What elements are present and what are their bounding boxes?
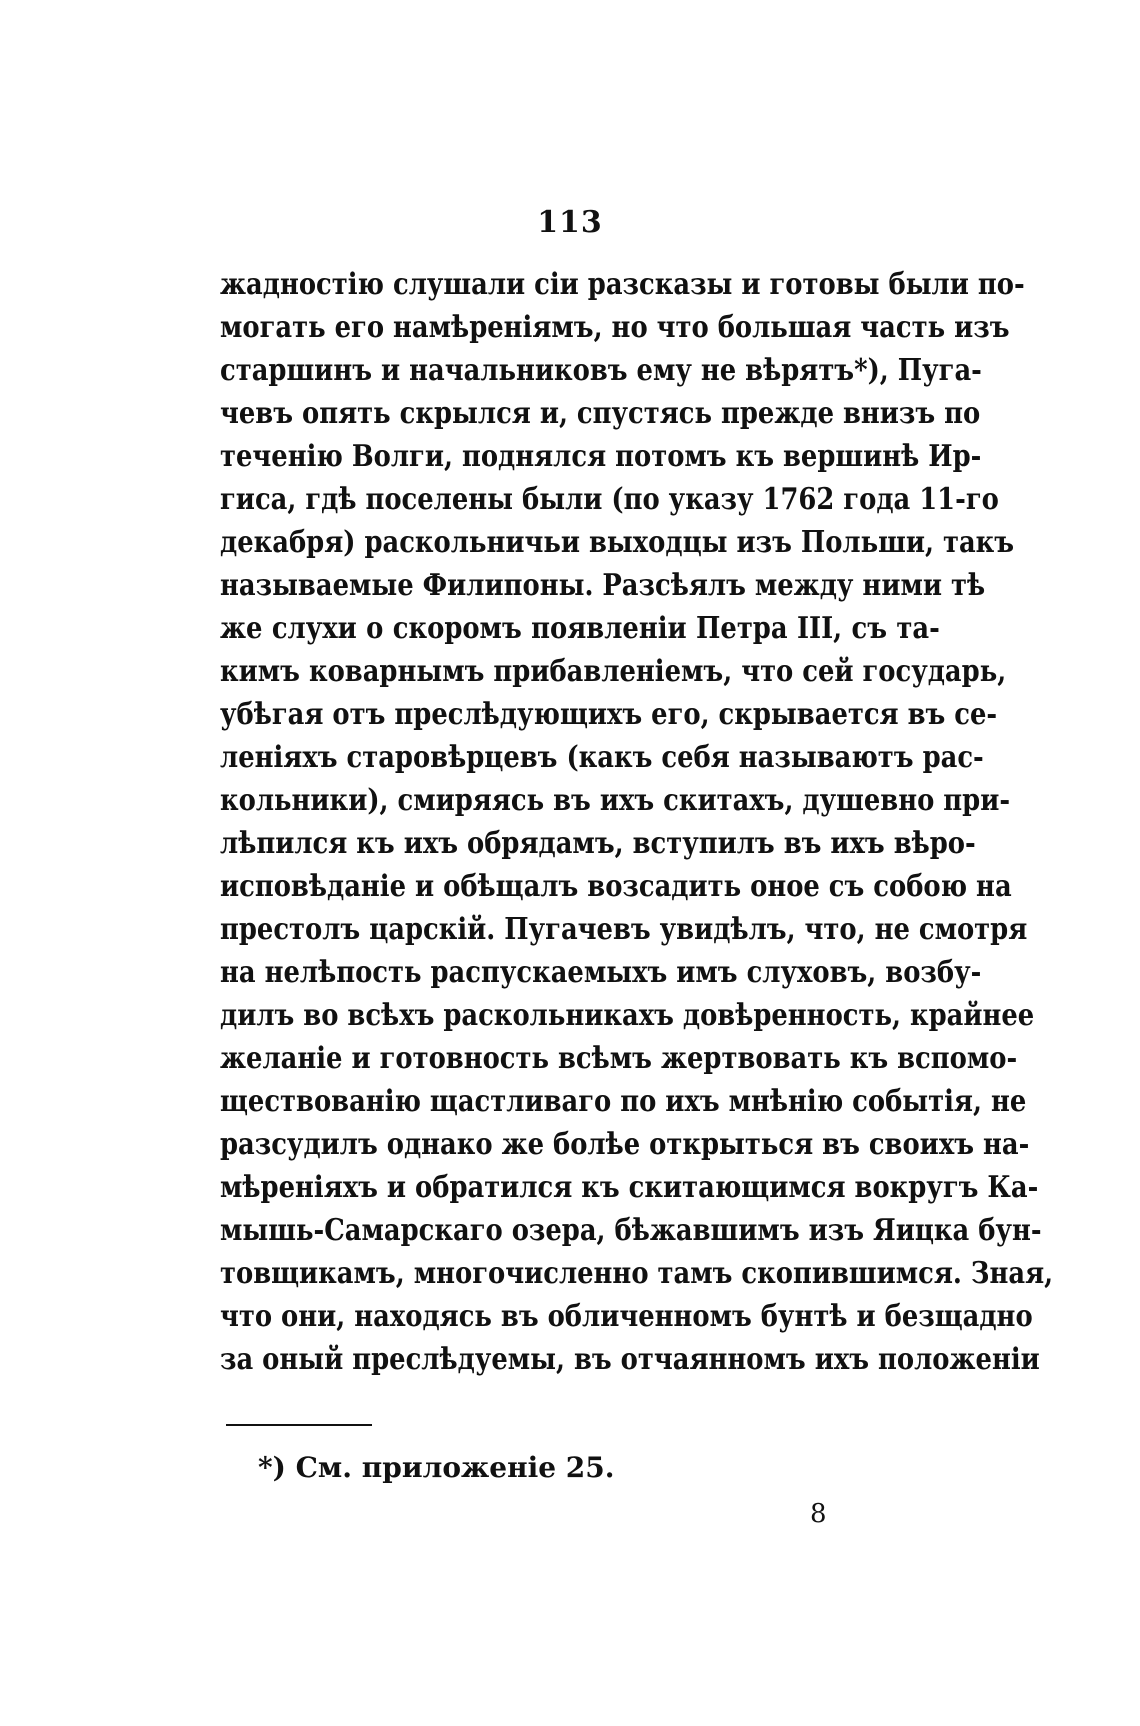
text-line: теченію Волги, поднялся потомъ къ вершинѣ Ир- [220, 439, 982, 474]
text-line: могать его намѣреніямъ, но что большая часть изъ [220, 310, 1010, 345]
text-line: товщикамъ, многочисленно тамъ скопившимся. Зная, [220, 1256, 1054, 1291]
text-line: за оный преслѣдуемы, въ отчаянномъ ихъ положеніи [220, 1342, 1040, 1377]
text-line: что они, находясь въ обличенномъ бунтѣ и безщадно [220, 1299, 1033, 1334]
page-number: 113 [537, 205, 603, 240]
text-line: престолъ царскій. Пугачевъ увидѣлъ, что, не смотря [220, 912, 1028, 947]
text-line: разсудилъ однако же болѣе открыться въ своихъ на- [220, 1127, 1030, 1162]
body-text [220, 263, 1054, 1381]
text-line: же слухи о скоромъ появленіи Петра III, съ та- [220, 611, 940, 646]
text-line: чевъ опять скрылся и, спустясь прежде внизъ по [220, 396, 981, 431]
text-line: мышь-Самарскаго озера, бѣжавшимъ изъ Яицка бун- [220, 1213, 1042, 1248]
text-line: кимъ коварнымъ прибавленіемъ, что сей государь, [220, 654, 1007, 689]
footnote-divider [226, 1424, 372, 1426]
text-line: на нелѣпость распускаемыхъ имъ слуховъ, возбу- [220, 955, 982, 990]
text-line: ществованію щастливаго по ихъ мнѣнію событія, не [220, 1084, 1027, 1119]
text-line: декабря) раскольничьи выходцы изъ Польши, такъ [220, 525, 1015, 560]
text-line: старшинъ и начальниковъ ему не вѣрятъ*), Пуга- [220, 353, 982, 388]
text-line: гиса, гдѣ поселены были (по указу 1762 года 11-го [220, 482, 999, 517]
text-line: жадностію слушали сіи разсказы и готовы были по- [220, 267, 1025, 302]
text-line: кольники), смиряясь въ ихъ скитахъ, душевно при- [220, 783, 1011, 818]
text-line: леніяхъ старовѣрцевъ (какъ себя называютъ рас- [220, 740, 984, 775]
text-line: убѣгая отъ преслѣдующихъ его, скрывается въ се- [220, 697, 998, 732]
text-line: желаніе и готовность всѣмъ жертвовать къ вспомо- [220, 1041, 1018, 1076]
text-line: исповѣданіе и обѣщалъ возсадить оное съ собою на [220, 869, 1012, 904]
signature-mark: 8 [810, 1499, 827, 1529]
text-line: лѣпился къ ихъ обрядамъ, вступилъ въ ихъ вѣро- [220, 826, 976, 861]
text-line: мѣреніяхъ и обратился къ скитающимся вокругъ Ка- [220, 1170, 1039, 1205]
text-line: называемые Филипоны. Разсѣялъ между ними тѣ [220, 568, 986, 603]
footnote: *) См. приложеніе 25. [258, 1451, 615, 1484]
text-line: дилъ во всѣхъ раскольникахъ довѣренность, крайнее [220, 998, 1035, 1033]
